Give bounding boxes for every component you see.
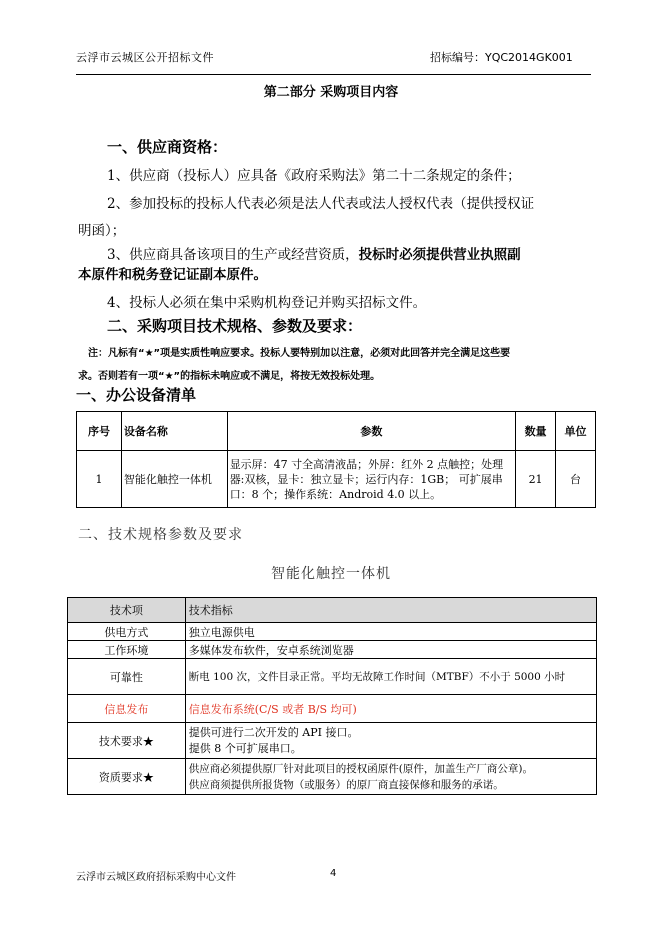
spec-col-item: 技术项 [68,598,186,623]
col-header-unit: 单位 [556,412,596,451]
section1-heading: 一、供应商资格： [107,138,228,156]
spec-value: 信息发布系统(C/S 或者 B/S 均可) [185,695,596,723]
col-header-name: 设备名称 [121,412,227,451]
note-line-2: 求。否则若有一项“★”的指标未响应或不满足，将按无效投标处理。 [78,371,381,382]
spec-value: 独立电源供电 [185,623,596,641]
equipment-heading: 一、办公设备清单 [76,386,197,404]
table-row [77,451,596,508]
equipment-table [76,411,596,508]
spec-item: 资质要求★ [68,759,186,795]
qualification-item-2: 2、参加投标的投标人代表必须是法人代表或法人授权代表（提供授权证 [107,196,535,212]
spec-heading: 二、技术规格参数及要求 [78,527,243,543]
spec-item: 信息发布 [68,695,186,723]
spec-value-line: 供应商必须提供原厂针对此项目的授权函原件(原件，加盖生产厂商公章)。 [188,762,533,775]
spec-item: 可靠性 [68,659,186,695]
spec-value-line: 提供 8 个可扩展串口。 [188,741,302,755]
spec-item: 供电方式 [68,623,186,641]
header-bid-number: 招标编号：YQC2014GK001 [430,51,573,64]
table-row [68,659,597,695]
header-divider [76,74,591,75]
col-header-no: 序号 [77,412,122,451]
row-unit: 台 [556,451,596,508]
spec-table [67,597,597,795]
qualification-item-4: 4、投标人必须在集中采购机构登记并购买招标文件。 [107,295,427,311]
qualification-item-3-text: 3、供应商具备该项目的生产或经营资质， [107,247,359,263]
spec-table-header [68,598,597,623]
qualification-item-3 [107,243,521,263]
spec-value: 断电 100 次，文件目录正常。平均无故障工作时间（MTBF）不小于 5000 小时 [185,659,596,695]
table-row [68,723,597,759]
spec-value-line: 提供可进行二次开发的 API 接口。 [188,725,359,739]
part-title: 第二部分 采购项目内容 [263,85,399,100]
table-row [68,623,597,641]
table-row [68,759,597,795]
spec-value [185,759,596,795]
spec-item: 工作环境 [68,641,186,659]
spec-item: 技术要求★ [68,723,186,759]
footer-left: 云浮市云城区政府招标采购中心文件 [76,872,236,883]
page-number: 4 [330,868,337,879]
qualification-item-1: 1、供应商（投标人）应具备《政府采购法》第二十二条规定的条件； [107,168,521,184]
equipment-table-header [77,412,596,451]
table-row [68,641,597,659]
col-header-params: 参数 [227,412,515,451]
table-row [68,695,597,723]
product-title: 智能化触控一体机 [271,566,391,582]
qualification-item-3-cont: 本原件和税务登记证副本原件。 [78,267,267,283]
col-header-qty: 数量 [516,412,556,451]
note-line-1: 注：凡标有“★”项是实质性响应要求。投标人要特别加以注意，必须对此回答并完全满足这些要 [88,348,511,359]
spec-value: 多媒体发布软件，安卓系统浏览器 [185,641,596,659]
header-left: 云浮市云城区公开招标文件 [76,51,214,64]
qualification-item-3-bold: 投标时必须提供营业执照副 [358,247,521,263]
qualification-item-2-cont: 明函）； [78,223,126,239]
section2-heading: 二、采购项目技术规格、参数及要求： [107,317,363,335]
row-name: 智能化触控一体机 [121,451,227,508]
spec-value [185,723,596,759]
row-params: 显示屏：47 寸全高清液晶；外屏：红外 2 点触控；处理器:双核，显卡：独立显卡；运行内存：1GB； 可扩展串口：8 个；操作系统：Android 4.0 以上。 [227,451,515,508]
row-no: 1 [77,451,122,508]
spec-col-spec: 技术指标 [185,598,596,623]
spec-value-line: 供应商须提供所报货物（或服务）的原厂商直接保修和服务的承诺。 [188,778,504,791]
row-qty: 21 [516,451,556,508]
